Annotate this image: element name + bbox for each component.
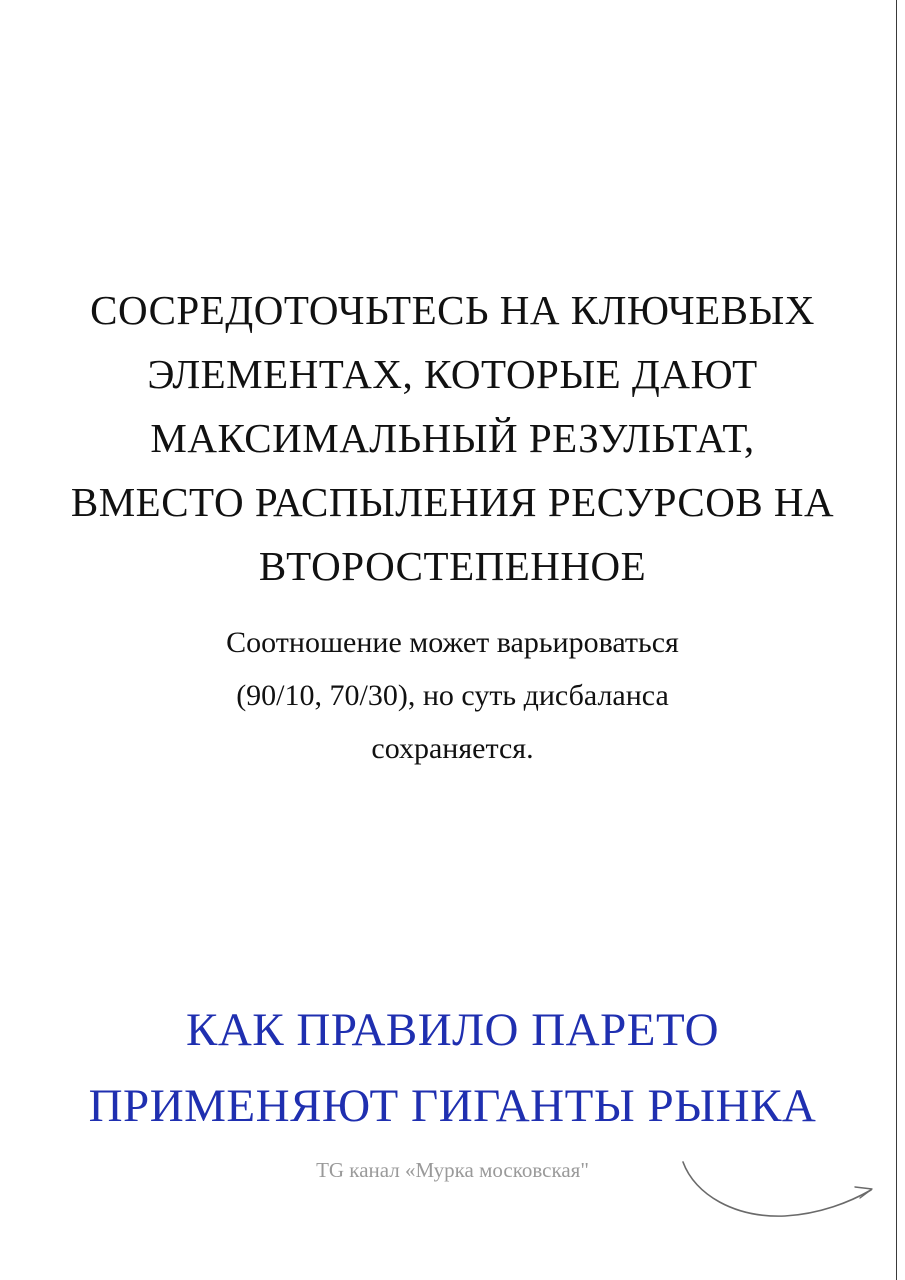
- body-line: сохраняется.: [371, 732, 534, 765]
- body-line: Соотношение может варьироваться: [226, 626, 679, 659]
- heading-line: ВМЕСТО РАСПЫЛЕНИЯ РЕСУРСОВ НА: [70, 479, 835, 525]
- page-edge-divider: [896, 0, 897, 1280]
- channel-credit: TG канал «Мурка московская": [316, 1158, 589, 1182]
- callout-line: ПРИМЕНЯЮТ ГИГАНТЫ РЫНКА: [88, 1080, 817, 1132]
- main-heading: [40, 278, 865, 598]
- heading-line: ВТОРОСТЕПЕННОЕ: [258, 543, 647, 589]
- heading-line: СОСРЕДОТОЧЬТЕСЬ НА КЛЮЧЕВЫХ: [90, 287, 815, 333]
- heading-line: ЭЛЕМЕНТАХ, КОТОРЫЕ ДАЮТ: [147, 351, 758, 397]
- heading-line: МАКСИМАЛЬНЫЙ РЕЗУЛЬТАТ,: [150, 415, 755, 461]
- body-paragraph: [120, 616, 785, 775]
- callout-line: КАК ПРАВИЛО ПАРЕТО: [185, 1004, 720, 1056]
- curved-arrow-icon: [675, 1150, 880, 1225]
- body-line: (90/10, 70/30), но суть дисбаланса: [236, 679, 669, 712]
- callout-heading: [40, 992, 865, 1144]
